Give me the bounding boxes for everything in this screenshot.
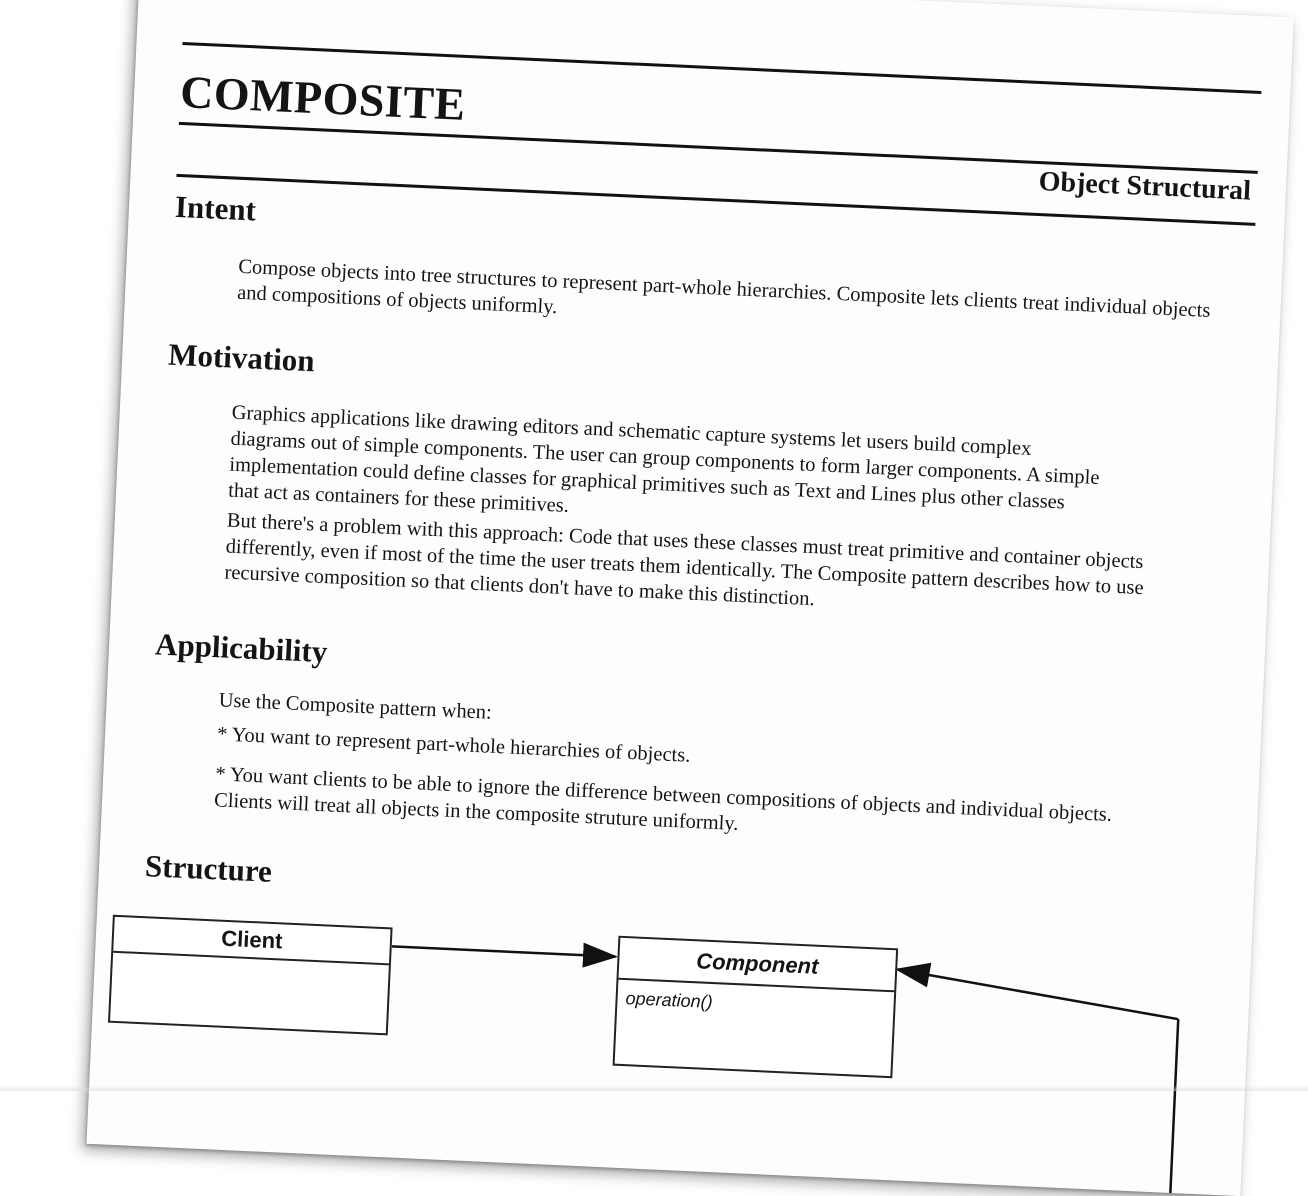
- composite-to-component-arrow: [896, 969, 1180, 1019]
- pattern-category: Object Structural: [1038, 166, 1252, 207]
- applicability-bullet-1: * You want to represent part-whole hierarchies of objects.: [216, 723, 691, 767]
- pattern-title: COMPOSITE: [179, 65, 467, 130]
- component-class-name: Component: [618, 938, 896, 992]
- structure-heading: Structure: [144, 848, 273, 889]
- intent-heading: Intent: [174, 188, 257, 228]
- component-operation: operation(): [625, 988, 714, 1013]
- applicability-heading: Applicability: [154, 626, 329, 670]
- motivation-heading: Motivation: [167, 336, 316, 379]
- component-class-box: [613, 936, 899, 1079]
- page-bottom-shadow: [0, 1085, 1308, 1091]
- intent-text: Compose objects into tree structures to represent part-whole hierarchies. Composite lets clients treat individual objects and compositions of objects uniformly.: [236, 255, 1211, 322]
- composite-aggregation-line: [1170, 1019, 1178, 1193]
- client-class-name: Client: [113, 917, 390, 965]
- client-class-box: [108, 915, 393, 1036]
- applicability-bullet-2: * You want clients to be able to ignore the difference between compositions of objects and individual objects. Clients will treat all objects in the composite struture uniformly.: [213, 763, 1113, 836]
- client-to-component-arrow: [392, 946, 616, 956]
- motivation-paragraph-1: Graphics applications like drawing editors and schematic capture systems let users build complex diagrams out of simple components. The user can group components to form larger components. A simple implementation could define classes for graphical primitives such as Text and Lines plus other classes that act as containers for these primitives.: [227, 401, 1100, 518]
- motivation-paragraph-2: But there's a problem with this approach: Code that uses these classes must treat primitive and container objects differently, even if most of the time the user treats them identically. The Composite pattern describes how to use recursive composition so that clients don't have to make this distinction.: [224, 509, 1145, 611]
- applicability-intro: Use the Composite pattern when:: [218, 689, 493, 724]
- document-page: [86, 0, 1293, 1196]
